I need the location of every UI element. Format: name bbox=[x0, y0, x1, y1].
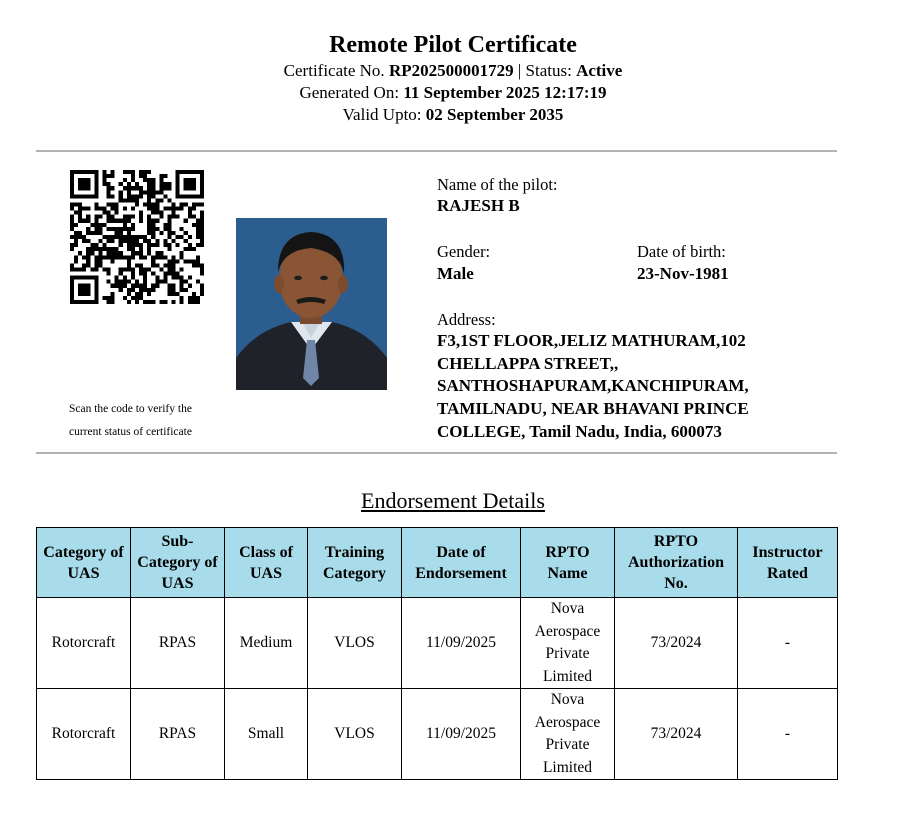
pilot-name-label: Name of the pilot: bbox=[437, 175, 558, 194]
address-value bbox=[437, 330, 837, 444]
address-line: TAMILNADU, NEAR BHAVANI PRINCE bbox=[437, 399, 749, 419]
table-row bbox=[37, 598, 838, 689]
dob-value: 23-Nov-1981 bbox=[637, 264, 729, 283]
status-value: Active bbox=[576, 61, 623, 80]
valid-label: Valid Upto: bbox=[342, 105, 422, 124]
cell-subcategory: RPAS bbox=[131, 689, 225, 780]
cell-subcategory: RPAS bbox=[131, 598, 225, 689]
cell-rpto-auth: 73/2024 bbox=[615, 598, 738, 689]
endorsement-table bbox=[36, 527, 838, 780]
page-title: Remote Pilot Certificate bbox=[329, 32, 577, 58]
column-header: Training Category bbox=[308, 528, 402, 598]
column-header: Sub- Category of UAS bbox=[131, 528, 225, 598]
verification-qr-code[interactable] bbox=[70, 170, 204, 304]
pilot-name-value: RAJESH B bbox=[437, 196, 520, 215]
valid-value: 02 September 2035 bbox=[425, 105, 564, 124]
valid-line bbox=[0, 104, 906, 126]
cell-instructor: - bbox=[738, 598, 838, 689]
cell-class: Small bbox=[225, 689, 308, 780]
column-header: Category of UAS bbox=[37, 528, 131, 598]
qr-caption bbox=[69, 398, 239, 444]
generated-value: 11 September 2025 12:17:19 bbox=[403, 83, 607, 102]
column-header: RPTO Name bbox=[521, 528, 615, 598]
cell-category: Rotorcraft bbox=[37, 598, 131, 689]
cell-rpto-name: Nova Aerospace Private Limited bbox=[521, 598, 615, 689]
cell-category: Rotorcraft bbox=[37, 689, 131, 780]
cert-no-value: RP202500001729 bbox=[388, 61, 514, 80]
address-label: Address: bbox=[437, 310, 496, 329]
cell-date: 11/09/2025 bbox=[402, 598, 521, 689]
cell-training: VLOS bbox=[308, 598, 402, 689]
address-line: COLLEGE, Tamil Nadu, India, 600073 bbox=[437, 421, 722, 441]
top-divider bbox=[36, 150, 837, 152]
column-header: Instructor Rated bbox=[738, 528, 838, 598]
cell-rpto-auth: 73/2024 bbox=[615, 689, 738, 780]
address-line: SANTHOSHAPURAM,KANCHIPURAM, bbox=[437, 376, 749, 396]
endorsement-title: Endorsement Details bbox=[361, 488, 545, 513]
pilot-photo bbox=[236, 218, 387, 390]
pilot-photo-image bbox=[236, 218, 387, 390]
generated-line bbox=[0, 82, 906, 104]
gender-label: Gender: bbox=[437, 242, 491, 261]
qr-caption-line: Scan the code to verify the bbox=[69, 403, 192, 415]
cell-rpto-name: Nova Aerospace Private Limited bbox=[521, 689, 615, 780]
gender-value: Male bbox=[437, 264, 474, 283]
cell-training: VLOS bbox=[308, 689, 402, 780]
cell-class: Medium bbox=[225, 598, 308, 689]
bottom-divider bbox=[36, 452, 837, 454]
generated-label: Generated On: bbox=[299, 83, 400, 102]
address-line: F3,1ST FLOOR,JELIZ MATHURAM,102 bbox=[437, 331, 746, 350]
cell-instructor: - bbox=[738, 689, 838, 780]
cell-date: 11/09/2025 bbox=[402, 689, 521, 780]
column-header: Class of UAS bbox=[225, 528, 308, 598]
table-header-row bbox=[37, 528, 838, 598]
dob-label: Date of birth: bbox=[637, 242, 726, 261]
certificate-header bbox=[0, 30, 906, 126]
column-header: Date of Endorsement bbox=[402, 528, 521, 598]
column-header: RPTO Authorization No. bbox=[615, 528, 738, 598]
address-line: CHELLAPPA STREET,, bbox=[437, 353, 619, 373]
qr-caption-line: current status of certificate bbox=[69, 426, 192, 438]
certificate-number-line bbox=[0, 60, 906, 82]
cert-no-label: Certificate No. bbox=[283, 61, 385, 80]
table-row bbox=[37, 689, 838, 780]
status-label: | Status: bbox=[517, 61, 572, 80]
